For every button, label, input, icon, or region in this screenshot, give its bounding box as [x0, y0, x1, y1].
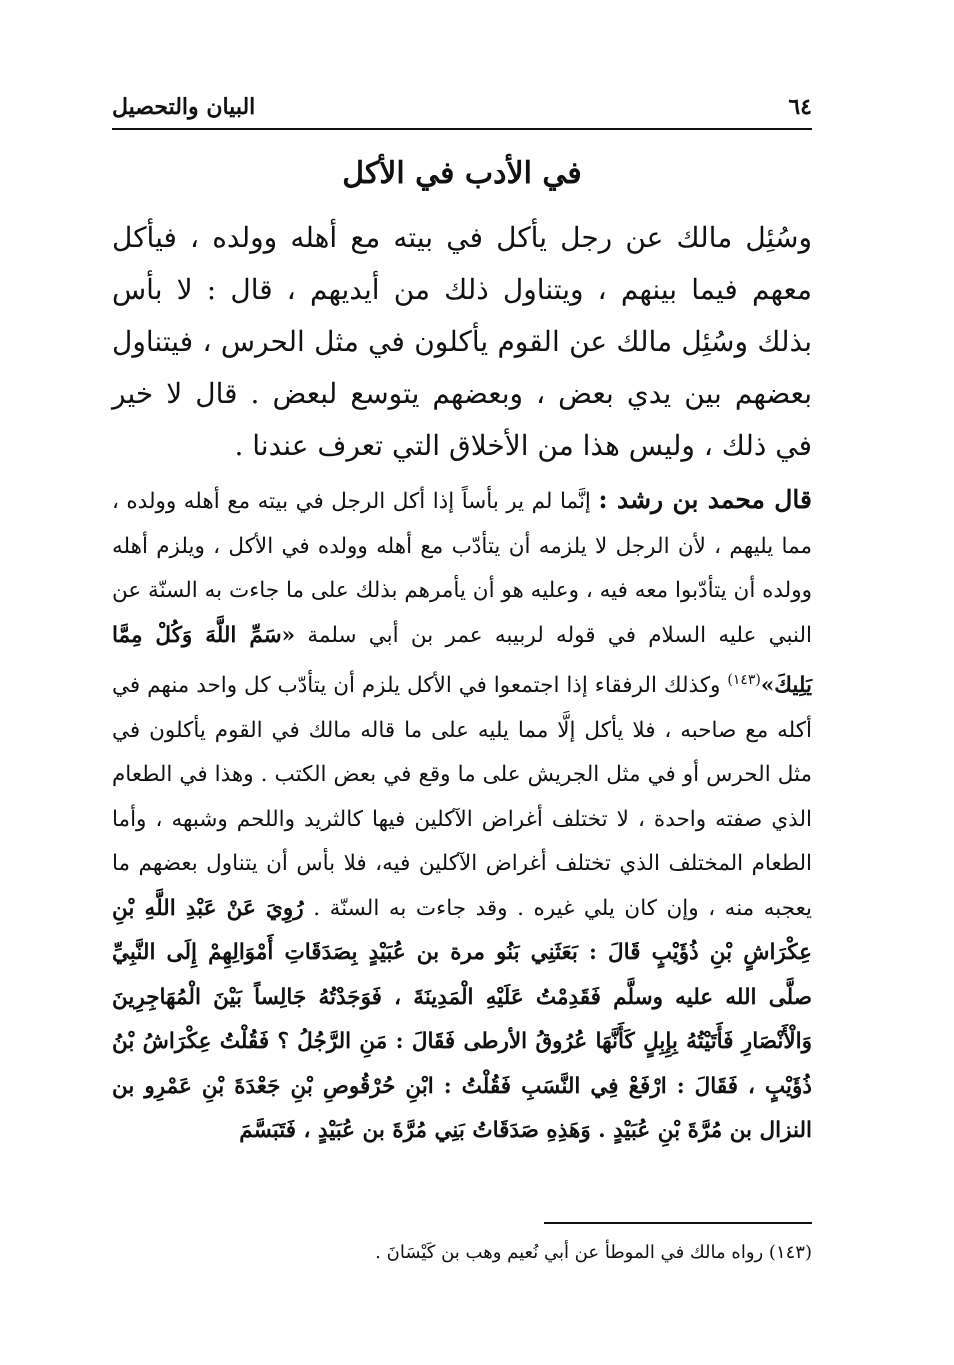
header-rule: [112, 128, 812, 130]
commentary-text-2: وكذلك الرفقاء إذا اجتمعوا في الأكل يلزم أن يتأدّب كل واحد منهم في أكله مع صاحبه ، فلا يأكل إلَّا مما يليه على ما قاله مالك في القوم يأكلون في مثل الحرس أو في مثل الجريش على ما وقع في بعض الكتب . وهذا في الطعام الذي صفته واحدة ، لا تختلف أغراض الآكلين فيها كالثريد واللحم وشبهه ، وأما الطعام المختلف الذي تختلف أغراض الآكلين فيه، فلا بأس أن يتناول بعضهم ما يعجبه منه ، وإن كان يلي غيره . وقد جاءت به السنّة .: [112, 673, 812, 921]
footnote-reference: (١٤٣): [727, 672, 761, 688]
question-paragraph: وسُئِل مالك عن رجل يأكل في بيته مع أهله وولده ، فيأكل معهم فيما بينهم ، ويتناول ذلك من أيديهم ، قال : لا بأس بذلك وسُئِل مالك عن القوم يأكلون في مثل الحرس ، فيتناول بعضهم بين يدي بعض ، وبعضهم يتوسع لبعض . قال لا خير في ذلك ، وليس هذا من الأخلاق التي تعرف عندنا .: [112, 221, 812, 462]
page-number: ٦٤: [788, 94, 812, 120]
hadith-quote: «سَمِّ اللَّهَ وَكُلْ مِمَّا يَلِيكَ»: [112, 622, 812, 699]
commentary-text-1: إنَّما لم ير بأساً إذا أكل الرجل في بيته مع أهله وولده ، مما يليهم ، لأن الرجل لا يلزمه أن يتأدّب مع أهله وولده في الأكل ، ويلزم أهله وولده أن يتأدّبوا معه فيه ، وعليه هو أن يأمرهم بذلك على ما جاءت به السنّة عن النبي عليه السلام في قوله لربيبه عمر بن أبي سلمة: [112, 489, 812, 648]
hadith-narration: رُوِيَ عَنْ عَبْدِ اللَّهِ بْنِ عِكْرَاشٍ بْنِ ذُؤَيْبٍ قَالَ : بَعَثَنِي بَنُو مرة بن عُبَيْدٍ بِصَدَقَاتِ أَمْوَالِهِمْ إِلَى النَّبِيِّ صلَّى الله عليه وسلَّم فَقَدِمْتُ عَلَيْهِ الْمَدِينَةَ ، فَوَجَدْتُهُ جَالِساً بَيْنَ الْمُهَاجِرِينَ وَالْأَنْصَارِ فَأَتَيْتُهُ بِإِبِلٍ كَأَنَّهَا عُرُوقُ الأرطى فَقَالَ : مَنِ الرَّجُلُ ؟ فَقُلْتُ عِكْرَاشُ بْنُ ذُؤَيْبٍ ، فَقَالَ : ارْفَعْ فِي النَّسَبِ فَقُلْتُ : ابْنِ حُرْقُوصِ بْنِ جَعْدَةَ بْنِ عَمْرِو بن النزال بن مُرَّةَ بْنِ عُبَيْدٍ . وَهَذِهِ صَدَقَاتُ بَنِي مُرَّةَ بن عُبَيْدٍ ، فَتَبَسَّمَ: [112, 895, 812, 1144]
commentary-paragraph: [112, 478, 812, 1154]
running-header: [112, 84, 812, 130]
footnote: (١٤٣) رواه مالك في الموطأ عن أبي نُعيم وهب بن كَيْسَانَ .: [375, 1242, 812, 1263]
footnote-rule: [544, 1222, 812, 1224]
commentary-speaker: قال محمد بن رشد :: [598, 485, 812, 514]
chapter-title: في الأدب في الأكل: [342, 156, 582, 191]
book-title: البيان والتحصيل: [112, 94, 256, 120]
